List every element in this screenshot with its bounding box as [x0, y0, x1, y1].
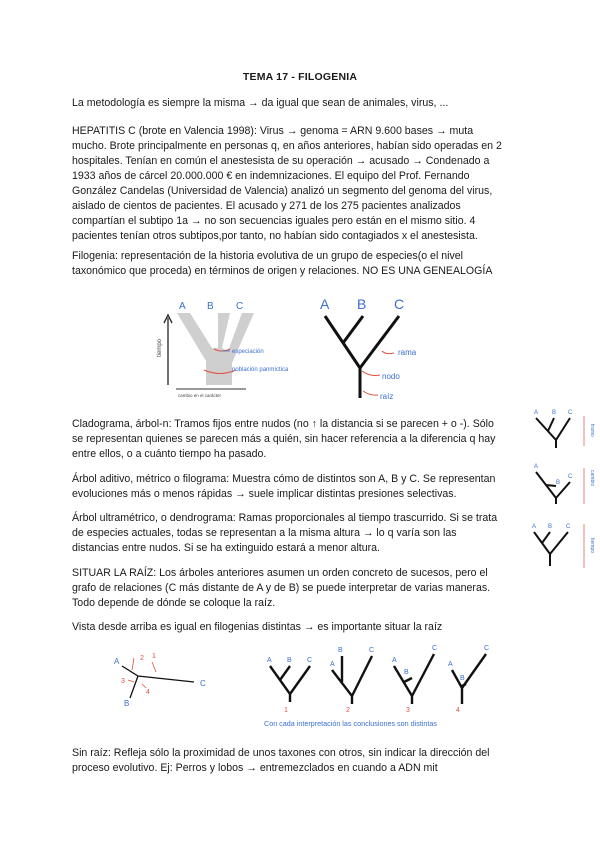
- unrooted-tree: [114, 653, 206, 708]
- text-line: mucho. Brote principalmente en personas q, en años anteriores, habían sido operadas en 2: [72, 140, 502, 152]
- taxon-label-c: C: [200, 679, 206, 688]
- taxon-label-a: A: [114, 657, 120, 666]
- tramo-label: tramo: [589, 424, 595, 437]
- rama-arrow: [382, 351, 394, 354]
- rooted-tree-3: [392, 645, 437, 714]
- taxon-label-c: C: [307, 657, 313, 664]
- tree-branches: [332, 656, 372, 704]
- branch-c: [360, 316, 399, 368]
- taxon-label-b: B: [357, 296, 367, 312]
- text-line: pacientes tenían otros subtipos,por tanto, no habían sido contagiados x el anestesista.: [72, 230, 478, 242]
- taxon-label-b: B: [124, 699, 130, 708]
- taxon-label-b: B: [460, 675, 465, 682]
- side-tree-diagrams: [528, 404, 600, 574]
- text-line: Todo depende de dónde se coloque la raíz.: [72, 597, 276, 609]
- speciation-label: especiación: [232, 349, 264, 355]
- text-line: SITUAR LA RAÍZ: Los árboles anteriores asumen un orden concreto de sucesos, pero el: [72, 567, 488, 579]
- root-mark: [128, 680, 134, 682]
- text-line: La metodología es siempre la misma → da igual que sean de animales, virus, ...: [72, 97, 449, 109]
- nodo-arrow: [362, 371, 380, 376]
- root-position-label: 4: [456, 707, 460, 714]
- taxon-label-a: A: [448, 661, 453, 668]
- text-line: taxonómico que proceda) en términos de origen y relaciones. NO ES UNA GENEALOGÍA: [72, 265, 493, 277]
- text-line: se representan quienes se parecen más a quién, sin hacer referencia a la diferencia q hay: [72, 433, 496, 445]
- taxon-label-b: B: [207, 301, 214, 312]
- taxon-label-b: B: [404, 669, 409, 676]
- raiz-label: raíz: [380, 392, 394, 401]
- text-line: Árbol aditivo, métrico o filograma: Muestra cómo de distintos son A, B y C. Se representan: [72, 473, 496, 485]
- taxon-label-c: C: [236, 301, 244, 312]
- phylogram-small: [534, 464, 595, 504]
- raiz-arrow: [363, 391, 378, 395]
- text-line: hospitales. Tenían en común el anestesista de su operación → acusado → Condenado a: [72, 155, 490, 167]
- figure-root-positions: [104, 640, 504, 732]
- root-position-label: 3: [121, 678, 125, 685]
- taxon-label-c: C: [568, 410, 573, 416]
- black-tree-diagram: [320, 296, 417, 401]
- text-line: Vista desde arriba es igual en filogenias distintas → es importante situar la raíz: [72, 621, 443, 633]
- text-line: 1933 años de cárcel 20.000.000 € en indemnizaciones. El equipo del Prof. Fernando: [72, 170, 470, 182]
- taxon-label-b: B: [548, 524, 553, 530]
- root-mark: [132, 658, 134, 670]
- taxon-label-a: A: [179, 301, 186, 312]
- text-line: Sin raíz: Refleja sólo la proximidad de unos taxones con otros, sin indicar la dirección del: [72, 747, 490, 759]
- text-line: aislado de cientos de pacientes. El acusado y 271 de los 275 pacientes analizados: [72, 200, 461, 212]
- text-line: Árbol ultramétrico, o dendrograma: Ramas proporcionales al tiempo trascurrido. Si se trata: [72, 512, 498, 524]
- taxon-label-b: B: [287, 657, 292, 664]
- character-axis-label: cambio en el carácter: [178, 393, 222, 398]
- rooted-tree-2: [330, 647, 374, 714]
- taxon-label-c: C: [566, 524, 571, 530]
- paragraph-hepatitis: [72, 124, 524, 244]
- text-line: proceso evolutivo. Ej: Perros y lobos → entremezclados en cuando a ADN mit: [72, 762, 438, 774]
- taxon-label-a: A: [534, 464, 539, 470]
- root-position-label: 2: [346, 707, 350, 714]
- tree-branches: [394, 654, 434, 704]
- rama-label: rama: [398, 348, 417, 357]
- root-position-label: 1: [284, 707, 288, 714]
- paragraph-cladograma: [72, 417, 522, 462]
- population-label: población panmíctica: [232, 367, 289, 373]
- root-position-label: 1: [152, 653, 156, 660]
- cambio-label: cambio: [589, 470, 595, 487]
- text-line: distancias entre nudos. Si se ha extinguido estará a menor altura.: [72, 542, 380, 554]
- root-position-label: 4: [146, 689, 150, 696]
- text-line: grafo de relaciones (C más distante de A y de B) se puede interpretar de varias maneras.: [72, 582, 491, 594]
- text-line: de especies actuales, todas se representan a la misma altura → lo q varía son las: [72, 527, 457, 539]
- taxon-label-a: A: [532, 524, 537, 530]
- text-line: entre ellos, o a cuánto tiempo ha pasado.: [72, 448, 267, 460]
- paragraph-aditivo: [72, 472, 522, 502]
- paragraph-methodology: [72, 96, 524, 111]
- gray-tree-diagram: [157, 301, 289, 398]
- paragraph-ultrametrico: [72, 511, 522, 556]
- text-line: Cladograma, árbol-n: Tramos fijos entre nudos (no ↑ la distancia si se parecen + o -). Sólo: [72, 418, 494, 430]
- rooted-tree-1: [267, 657, 312, 714]
- figure-phylogeny-diagram: [150, 293, 480, 405]
- text-line: compartían el subtipo 1a → no son secuencias iguales pero están en el mismo sitio. 4: [72, 215, 476, 227]
- text-line: Filogenia: representación de la historia evolutiva de un grupo de especies(o el nivel: [72, 250, 464, 262]
- taxon-label-a: A: [392, 657, 397, 664]
- taxon-label-c: C: [394, 296, 405, 312]
- taxon-label-b: B: [552, 410, 557, 416]
- phylogram-branches: [536, 472, 570, 504]
- branch-b: [343, 316, 363, 343]
- time-axis-label: tiempo: [157, 338, 163, 357]
- taxon-label-a: A: [534, 410, 539, 416]
- dendrogram-small: [532, 524, 595, 568]
- cladogram-branches: [536, 418, 570, 448]
- rooted-tree-4: [448, 645, 489, 714]
- nodo-label: nodo: [382, 372, 400, 381]
- paragraph-vista-arriba: [72, 620, 524, 635]
- page-title: TEMA 17 - FILOGENIA: [242, 71, 358, 83]
- taxon-label-c: C: [484, 645, 490, 652]
- paragraph-sin-raiz: [72, 746, 522, 776]
- tree-branches: [270, 666, 310, 702]
- taxon-label-a: A: [267, 657, 272, 664]
- paragraph-situar-raiz: [72, 566, 522, 611]
- text-line: HEPATITIS C (brote en Valencia 1998): Virus → genoma = ARN 9.600 bases → muta: [72, 125, 474, 137]
- root-mark: [152, 662, 156, 672]
- tiempo-label: tiempo: [589, 538, 595, 554]
- dendrogram-branches: [534, 532, 568, 566]
- taxon-label-b: B: [338, 647, 343, 654]
- root-mark: [142, 684, 146, 688]
- root-position-label: 2: [140, 655, 144, 662]
- taxon-label-b: B: [556, 480, 561, 486]
- paragraph-filogenia: [72, 249, 524, 279]
- text-line: González Candelas (Universidad de Valencia) analizó un segmento del genoma del virus,: [72, 185, 493, 197]
- taxon-label-c: C: [369, 647, 375, 654]
- text-line: evoluciones más o menos rápidas → suele implicar distintas presiones selectivas.: [72, 488, 457, 500]
- root-position-label: 3: [406, 707, 410, 714]
- taxon-label-c: C: [432, 645, 438, 652]
- taxon-label-a: A: [330, 661, 335, 668]
- cladogram-small: [534, 410, 595, 448]
- taxon-label-c: C: [568, 474, 573, 480]
- figure-caption: Con cada interpretación las conclusiones son distintas: [264, 719, 437, 728]
- taxon-label-a: A: [320, 296, 330, 312]
- tree-branches: [452, 654, 486, 704]
